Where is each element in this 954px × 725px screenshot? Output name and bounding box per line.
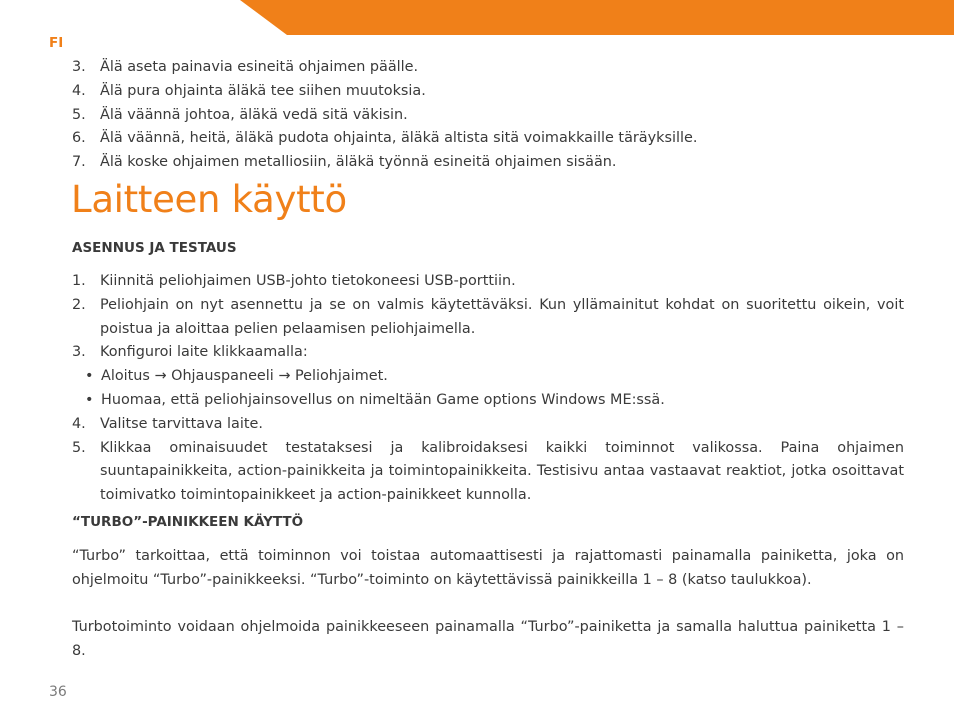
page-title: Laitteen käyttö bbox=[71, 178, 347, 221]
item-text: Älä aseta painavia esineitä ohjaimen päälle. bbox=[100, 59, 419, 75]
bullet-item bbox=[72, 365, 904, 389]
item-text: Älä väännä johtoa, äläkä vedä sitä väkisin. bbox=[100, 106, 408, 123]
item-text: Valitse tarvittava laite. bbox=[100, 415, 263, 432]
list-item bbox=[72, 270, 904, 294]
section-heading-turbo: “TURBO”-PAINIKKEEN KÄYTTÖ bbox=[72, 514, 304, 530]
install-steps-list bbox=[72, 270, 904, 508]
item-number: 3. bbox=[72, 344, 86, 361]
item-text: Huomaa, että peliohjainsovellus on nimeltään Game options Windows ME:ssä. bbox=[101, 391, 665, 408]
item-text: Kiinnitä peliohjaimen USB-johto tietokoneesi USB-porttiin. bbox=[100, 273, 516, 289]
turbo-paragraph: Turbotoiminto voidaan ohjelmoida painikkeeseen painamalla “Turbo”-painiketta ja samalla haluttua painiketta 1 – 8. bbox=[72, 619, 904, 659]
item-text: Älä väännä, heitä, äläkä pudota ohjainta, äläkä altista sitä voimakkaille täräyksille. bbox=[100, 130, 698, 147]
list-item bbox=[72, 56, 904, 80]
bullet-item bbox=[72, 389, 904, 413]
list-item bbox=[72, 413, 904, 437]
list-item bbox=[72, 341, 904, 365]
item-number: 5. bbox=[72, 106, 86, 123]
list-item bbox=[72, 437, 904, 508]
page-number: 36 bbox=[49, 684, 67, 700]
list-item bbox=[72, 104, 904, 128]
item-text: Konfiguroi laite klikkaamalla: bbox=[100, 344, 308, 361]
item-number: 3. bbox=[72, 59, 86, 75]
language-code: FI bbox=[49, 35, 64, 51]
item-text: Älä pura ohjainta äläkä tee siihen muutoksia. bbox=[100, 82, 426, 99]
item-number: 2. bbox=[72, 296, 86, 313]
item-number: 4. bbox=[72, 415, 86, 432]
safety-list bbox=[72, 56, 904, 175]
item-number: 7. bbox=[72, 154, 86, 171]
list-item bbox=[72, 127, 904, 151]
header-accent-tab bbox=[240, 0, 954, 35]
list-item bbox=[72, 294, 904, 342]
section-heading-install: ASENNUS JA TESTAUS bbox=[72, 240, 237, 256]
bullet-icon: • bbox=[85, 368, 94, 385]
item-number: 1. bbox=[72, 273, 86, 289]
list-item bbox=[72, 151, 904, 175]
list-item bbox=[72, 80, 904, 104]
item-number: 5. bbox=[72, 439, 86, 456]
item-text: Klikkaa ominaisuudet testataksesi ja kalibroidaksesi kaikki toiminnot valikossa. Paina ohjaimen suuntapainikkeita, action-painikkeita ja toimintopainikkeita. Testisivu antaa vastaavat reaktiot, jotka osoittavat toimivatko toimintopainikkeet ja action-painikkeet kunnolla. bbox=[100, 439, 904, 504]
item-text: Aloitus → Ohjauspaneeli → Peliohjaimet. bbox=[101, 368, 388, 385]
item-text: Peliohjain on nyt asennettu ja se on valmis käytettäväksi. Kun yllämainitut kohdat on suoritettu oikein, voit poistua ja aloittaa pelien pelaamisen peliohjaimella. bbox=[100, 296, 904, 337]
item-number: 6. bbox=[72, 130, 86, 147]
turbo-paragraph: “Turbo” tarkoittaa, että toiminnon voi toistaa automaattisesti ja rajattomasti painamalla painiketta, joka on ohjelmoitu “Turbo”-painikkeeksi. “Turbo”-toiminto on käytettävissä painikkeilla 1 – 8 (katso taulukkoa). bbox=[72, 548, 904, 588]
item-text: Älä koske ohjaimen metalliosiin, äläkä työnnä esineitä ohjaimen sisään. bbox=[100, 154, 617, 171]
item-number: 4. bbox=[72, 82, 86, 99]
bullet-icon: • bbox=[85, 391, 94, 408]
